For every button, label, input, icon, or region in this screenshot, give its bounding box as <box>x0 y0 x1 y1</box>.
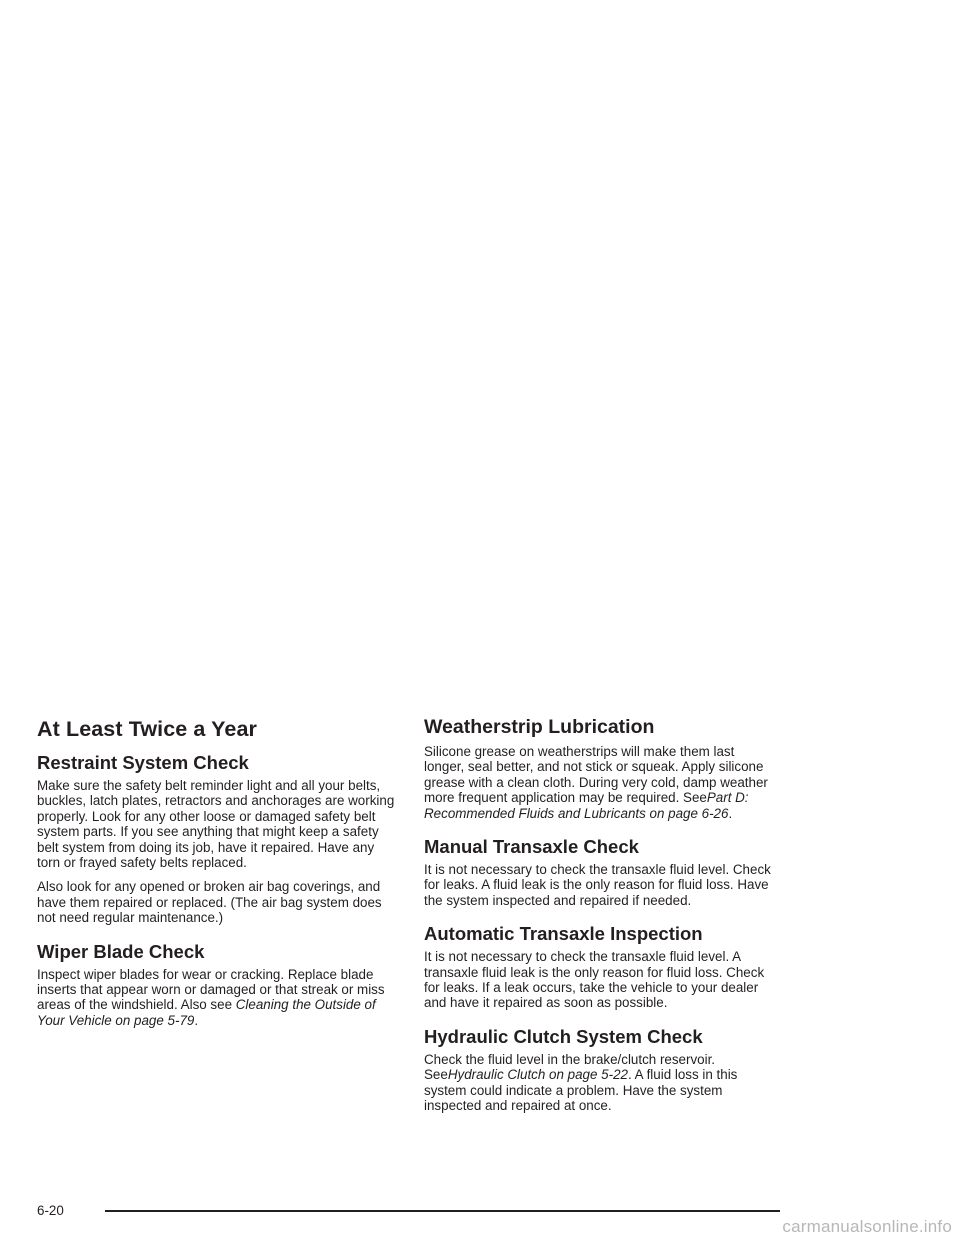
wiper-page-reference[interactable]: Cleaning the Outside of Your Vehicle on page 5-79 <box>37 997 376 1028</box>
weatherstrip-heading: Weatherstrip Lubrication <box>424 716 655 738</box>
restraint-system-heading: Restraint System Check <box>37 752 249 773</box>
right-column <box>424 716 774 1123</box>
automatic-transaxle-paragraph: It is not necessary to check the transaxle fluid level. A transaxle fluid leak is the only reason for fluid loss. Check for leaks. If a leak occurs, take the vehicle to your dealer and have it repaired as soon as possible. <box>424 949 765 1011</box>
manual-transaxle-paragraph: It is not necessary to check the transaxle fluid level. Check for leaks. A fluid leak is the only reason for fluid loss. Have the system inspected and repaired if needed. <box>424 862 771 908</box>
weatherstrip-text: Silicone grease on weatherstrips will make them last longer, seal better, and not stick or squeak. Apply silicone grease with a clean cloth. During very cold, damp weather more frequent application may be required. See <box>424 744 768 806</box>
clutch-text-2: . A fluid loss in this system could indicate a problem. Have the system inspected and repaired at once. <box>424 1067 738 1114</box>
watermark: carmanualsonline.info <box>782 1217 952 1236</box>
automatic-transaxle-heading: Automatic Transaxle Inspection <box>424 923 703 945</box>
wiper-end: . <box>194 1012 199 1028</box>
weatherstrip-end: . <box>728 805 733 821</box>
weatherstrip-paragraph <box>424 744 774 821</box>
wiper-blade-paragraph <box>37 967 397 1029</box>
footer-rule <box>105 1210 780 1212</box>
restraint-paragraph-2: Also look for any opened or broken air bag coverings, and have them repaired or replaced. (The air bag system does not need regular maintenance.) <box>37 879 382 926</box>
hydraulic-clutch-paragraph <box>424 1052 774 1114</box>
wiper-blade-heading: Wiper Blade Check <box>37 940 205 962</box>
manual-transaxle-heading: Manual Transaxle Check <box>424 836 639 858</box>
weatherstrip-page-reference[interactable]: Part D: Recommended Fluids and Lubricants on page 6-26 <box>424 790 749 821</box>
restraint-paragraph-1: Make sure the safety belt reminder light and all your belts, buckles, latch plates, retractors and anchorages are working properly. Look for any other loose or damaged safety belt system parts. If you see anything that might keep a safety belt system from doing its job, have it repaired. Have any torn or frayed safety belts replaced. <box>37 778 395 871</box>
section-heading: At Least Twice a Year <box>37 717 257 741</box>
clutch-page-reference[interactable]: Hydraulic Clutch on page 5-22 <box>447 1067 628 1083</box>
clutch-text-1: Check the fluid level in the brake/clutch reservoir. See <box>424 1051 716 1083</box>
page-number: 6-20 <box>37 1203 64 1218</box>
wiper-text: Inspect wiper blades for wear or cracking. Replace blade inserts that appear worn or damaged or that streak or miss areas of the windshield. Also see <box>37 966 385 1013</box>
left-column <box>37 716 397 1037</box>
hydraulic-clutch-heading: Hydraulic Clutch System Check <box>424 1025 703 1047</box>
